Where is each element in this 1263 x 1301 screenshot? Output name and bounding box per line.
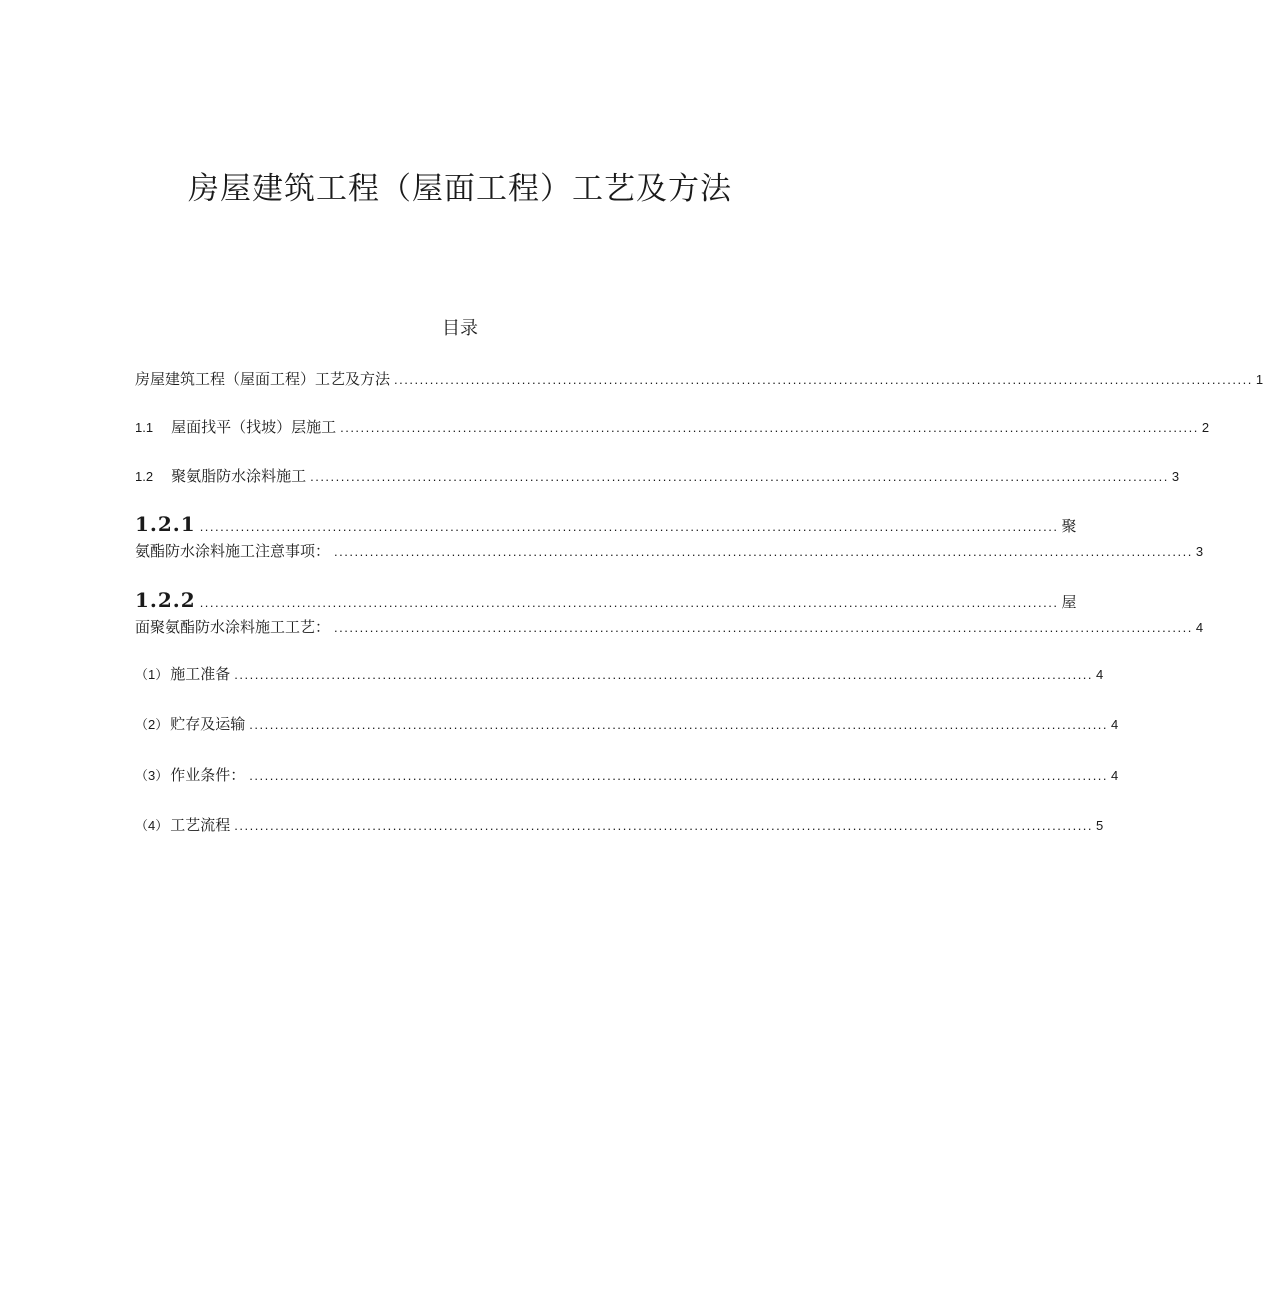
toc-entry-1-2[interactable]	[135, 465, 1180, 486]
toc-entry-text: 房屋建筑工程（屋面工程）工艺及方法	[135, 370, 391, 388]
toc-step-number: （2）	[135, 717, 169, 732]
toc-page-number: 4	[1111, 768, 1119, 783]
toc-entry-1-2-2-line1[interactable]	[135, 588, 1077, 612]
toc-entry-text-wrap: 聚	[1061, 517, 1077, 535]
toc-leader: ........................................................................................................................................................................	[199, 519, 1059, 534]
toc-page-number: 4	[1195, 620, 1204, 635]
toc-section-number: 1.2	[135, 469, 154, 484]
toc-leader: ........................................................................................................................................................................	[394, 372, 1253, 387]
toc-page-number: 4	[1111, 717, 1119, 732]
toc-page-number: 2	[1201, 420, 1210, 435]
document-title: 房屋建筑工程（屋面工程）工艺及方法	[188, 171, 732, 207]
toc-entry-text: 面聚氨酯防水涂料施工工艺：	[135, 618, 331, 636]
toc-entry-step-2[interactable]	[135, 713, 1119, 734]
toc-entry-1-2-1-line2[interactable]	[135, 540, 1204, 561]
toc-leader: ........................................................................................................................................................................	[249, 717, 1109, 732]
toc-leader: ........................................................................................................................................................................	[234, 818, 1094, 833]
toc-leader: ........................................................................................................................................................................	[249, 768, 1109, 783]
toc-heading: 目录	[442, 318, 478, 339]
toc-entry-1-2-2-line2[interactable]	[135, 616, 1204, 637]
toc-leader: ........................................................................................................................................................................	[199, 595, 1059, 610]
toc-leader: ........................................................................................................................................................................	[340, 420, 1199, 435]
toc-entry-1-1[interactable]	[135, 416, 1210, 437]
toc-page-number: 3	[1195, 544, 1204, 559]
toc-entry-text: 作业条件：	[170, 766, 246, 784]
toc-entry-text: 贮存及运输	[170, 715, 246, 733]
toc-step-number: （1）	[135, 667, 169, 682]
toc-entry-text: 屋面找平（找坡）层施工	[171, 418, 337, 436]
toc-section-number: 1.2.2	[135, 588, 196, 612]
toc-entry-step-3[interactable]	[135, 764, 1119, 785]
toc-leader: ........................................................................................................................................................................	[334, 620, 1193, 635]
toc-entry-text: 聚氨脂防水涂料施工	[171, 467, 307, 485]
toc-page-number: 4	[1096, 667, 1104, 682]
toc-section-number: 1.2.1	[135, 512, 196, 536]
toc-step-number: （3）	[135, 768, 169, 783]
toc-leader: ........................................................................................................................................................................	[310, 469, 1169, 484]
toc-entry-step-1[interactable]	[135, 663, 1104, 684]
toc-entry-1-2-1-line1[interactable]	[135, 512, 1077, 536]
toc-page-number: 3	[1171, 469, 1180, 484]
toc-entry-title[interactable]	[135, 368, 1263, 389]
toc-leader: ........................................................................................................................................................................	[334, 544, 1193, 559]
toc-section-number: 1.1	[135, 420, 154, 435]
toc-entry-text-wrap: 屋	[1061, 593, 1077, 611]
toc-page-number: 1	[1255, 372, 1263, 387]
toc-entry-step-4[interactable]	[135, 814, 1104, 835]
toc-entry-text: 氨酯防水涂料施工注意事项：	[135, 542, 331, 560]
toc-page-number: 5	[1096, 818, 1104, 833]
toc-step-number: （4）	[135, 818, 169, 833]
toc-entry-text: 工艺流程	[170, 816, 231, 834]
toc-leader: ........................................................................................................................................................................	[234, 667, 1094, 682]
toc-entry-text: 施工准备	[170, 665, 231, 683]
